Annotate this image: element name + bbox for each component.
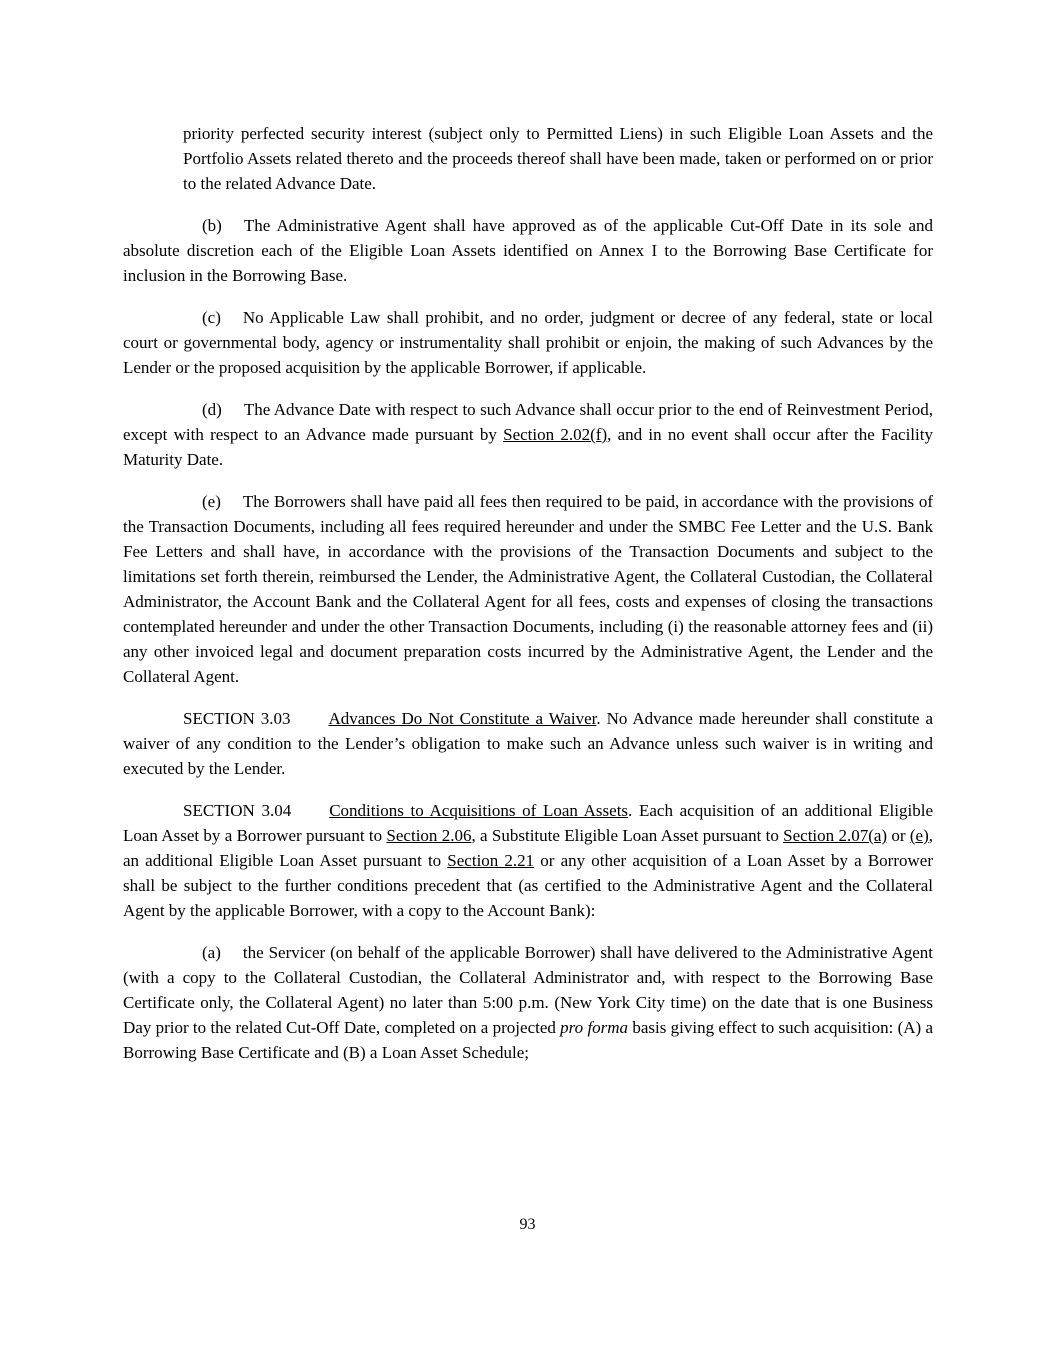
text-run: pro forma (560, 1018, 629, 1037)
para-clause-a (123, 940, 933, 1065)
text-run: (b) (202, 216, 222, 235)
text-run: (c) (202, 308, 221, 327)
text-run: Conditions to Acquisitions of Loan Assets (329, 801, 629, 820)
text-run: (e) (909, 826, 929, 845)
text-run: Section 2.07(a) (783, 826, 888, 845)
text-run: (e) (202, 492, 221, 511)
para-clause-e (123, 489, 933, 689)
document-body (123, 121, 933, 1082)
text-run: SECTION 3.04 (183, 801, 292, 820)
text-run: (a) (202, 943, 221, 962)
para-section-3-04 (123, 798, 933, 923)
para-section-3-03 (123, 706, 933, 781)
text-run: . Each acquisition of an additional Eligible Loan Asset by a Borrower pursuant to (123, 801, 933, 845)
text-run: The Borrowers shall have paid all fees then required to be paid, in accordance with the provisions of the Transaction Documents, including all fees required hereunder and under the SMBC Fee Letter and the U.S. Bank Fee Letters and shall have, in accordance with the provisions of the Transaction Documents and subject to the limitations set forth therein, reimbursed the Lender, the Administrative Agent, the Collateral Custodian, the Collateral Administrator, the Account Bank and the Collateral Agent for all fees, costs and expenses of closing the transactions contemplated hereunder and under the other Transaction Documents, including (i) the reasonable attorney fees and (ii) any other invoiced legal and document preparation costs incurred by the Administrative Agent, the Lender and the Collateral Agent. (123, 492, 933, 686)
text-run: the Servicer (on behalf of the applicable Borrower) shall have delivered to the Administrative Agent (with a copy to the Collateral Custodian, the Collateral Administrator and, with respect to the Borrowing Base Certificate only, the Collateral Agent) no later than 5:00 p.m. (New York City time) on the date that is one Business Day prior to the related Cut-Off Date, completed on a projected (123, 943, 933, 1037)
para-clause-c (123, 305, 933, 380)
para-clause-d (123, 397, 933, 472)
page-number: 93 (519, 1216, 536, 1233)
text-run: priority perfected security interest (subject only to Permitted Liens) in such Eligible Loan Assets and the Portfolio Assets related thereto and the proceeds thereof shall have been made, taken or performed on or prior to the related Advance Date. (183, 124, 933, 193)
para-priority-security-continuation (183, 121, 933, 196)
para-clause-b (123, 213, 933, 288)
text-run: (d) (202, 400, 222, 419)
text-run: SECTION 3.03 (183, 709, 291, 728)
text-run: , and in no event shall occur after the Facility Maturity Date. (123, 425, 933, 469)
text-run: No Applicable Law shall prohibit, and no order, judgment or decree of any federal, state or local court or governmental body, agency or instrumentality shall prohibit or enjoin, the making of such Advances by the Lender or the proposed acquisition by the applicable Borrower, if applicable. (123, 308, 933, 377)
text-run: or any other acquisition of a Loan Asset by a Borrower shall be subject to the further conditions precedent that (as certified to the Administrative Agent and the Collateral Agent by the applicable Borrower, with a copy to the Account Bank): (123, 851, 933, 920)
text-run: The Advance Date with respect to such Advance shall occur prior to the end of Reinvestment Period, except with respect to an Advance made pursuant by (123, 400, 933, 444)
text-run: Section 2.06 (386, 826, 472, 845)
text-run: Section 2.21 (447, 851, 535, 870)
text-run: The Administrative Agent shall have approved as of the applicable Cut-Off Date in its sole and absolute discretion each of the Eligible Loan Assets identified on Annex I to the Borrowing Base Certificate for inclusion in the Borrowing Base. (123, 216, 933, 285)
text-run: or (887, 826, 910, 845)
text-run: Section 2.02(f) (503, 425, 608, 444)
text-run: , an additional Eligible Loan Asset pursuant to (123, 826, 933, 870)
text-run: . No Advance made hereunder shall constitute a waiver of any condition to the Lender’s obligation to make such an Advance unless such waiver is in writing and executed by the Lender. (123, 709, 934, 778)
text-run: Advances Do Not Constitute a Waiver (328, 709, 597, 728)
text-run: , a Substitute Eligible Loan Asset pursuant to (471, 826, 784, 845)
text-run: basis giving effect to such acquisition: (A) a Borrowing Base Certificate and (B) a Loan Asset Schedule; (123, 1018, 933, 1062)
